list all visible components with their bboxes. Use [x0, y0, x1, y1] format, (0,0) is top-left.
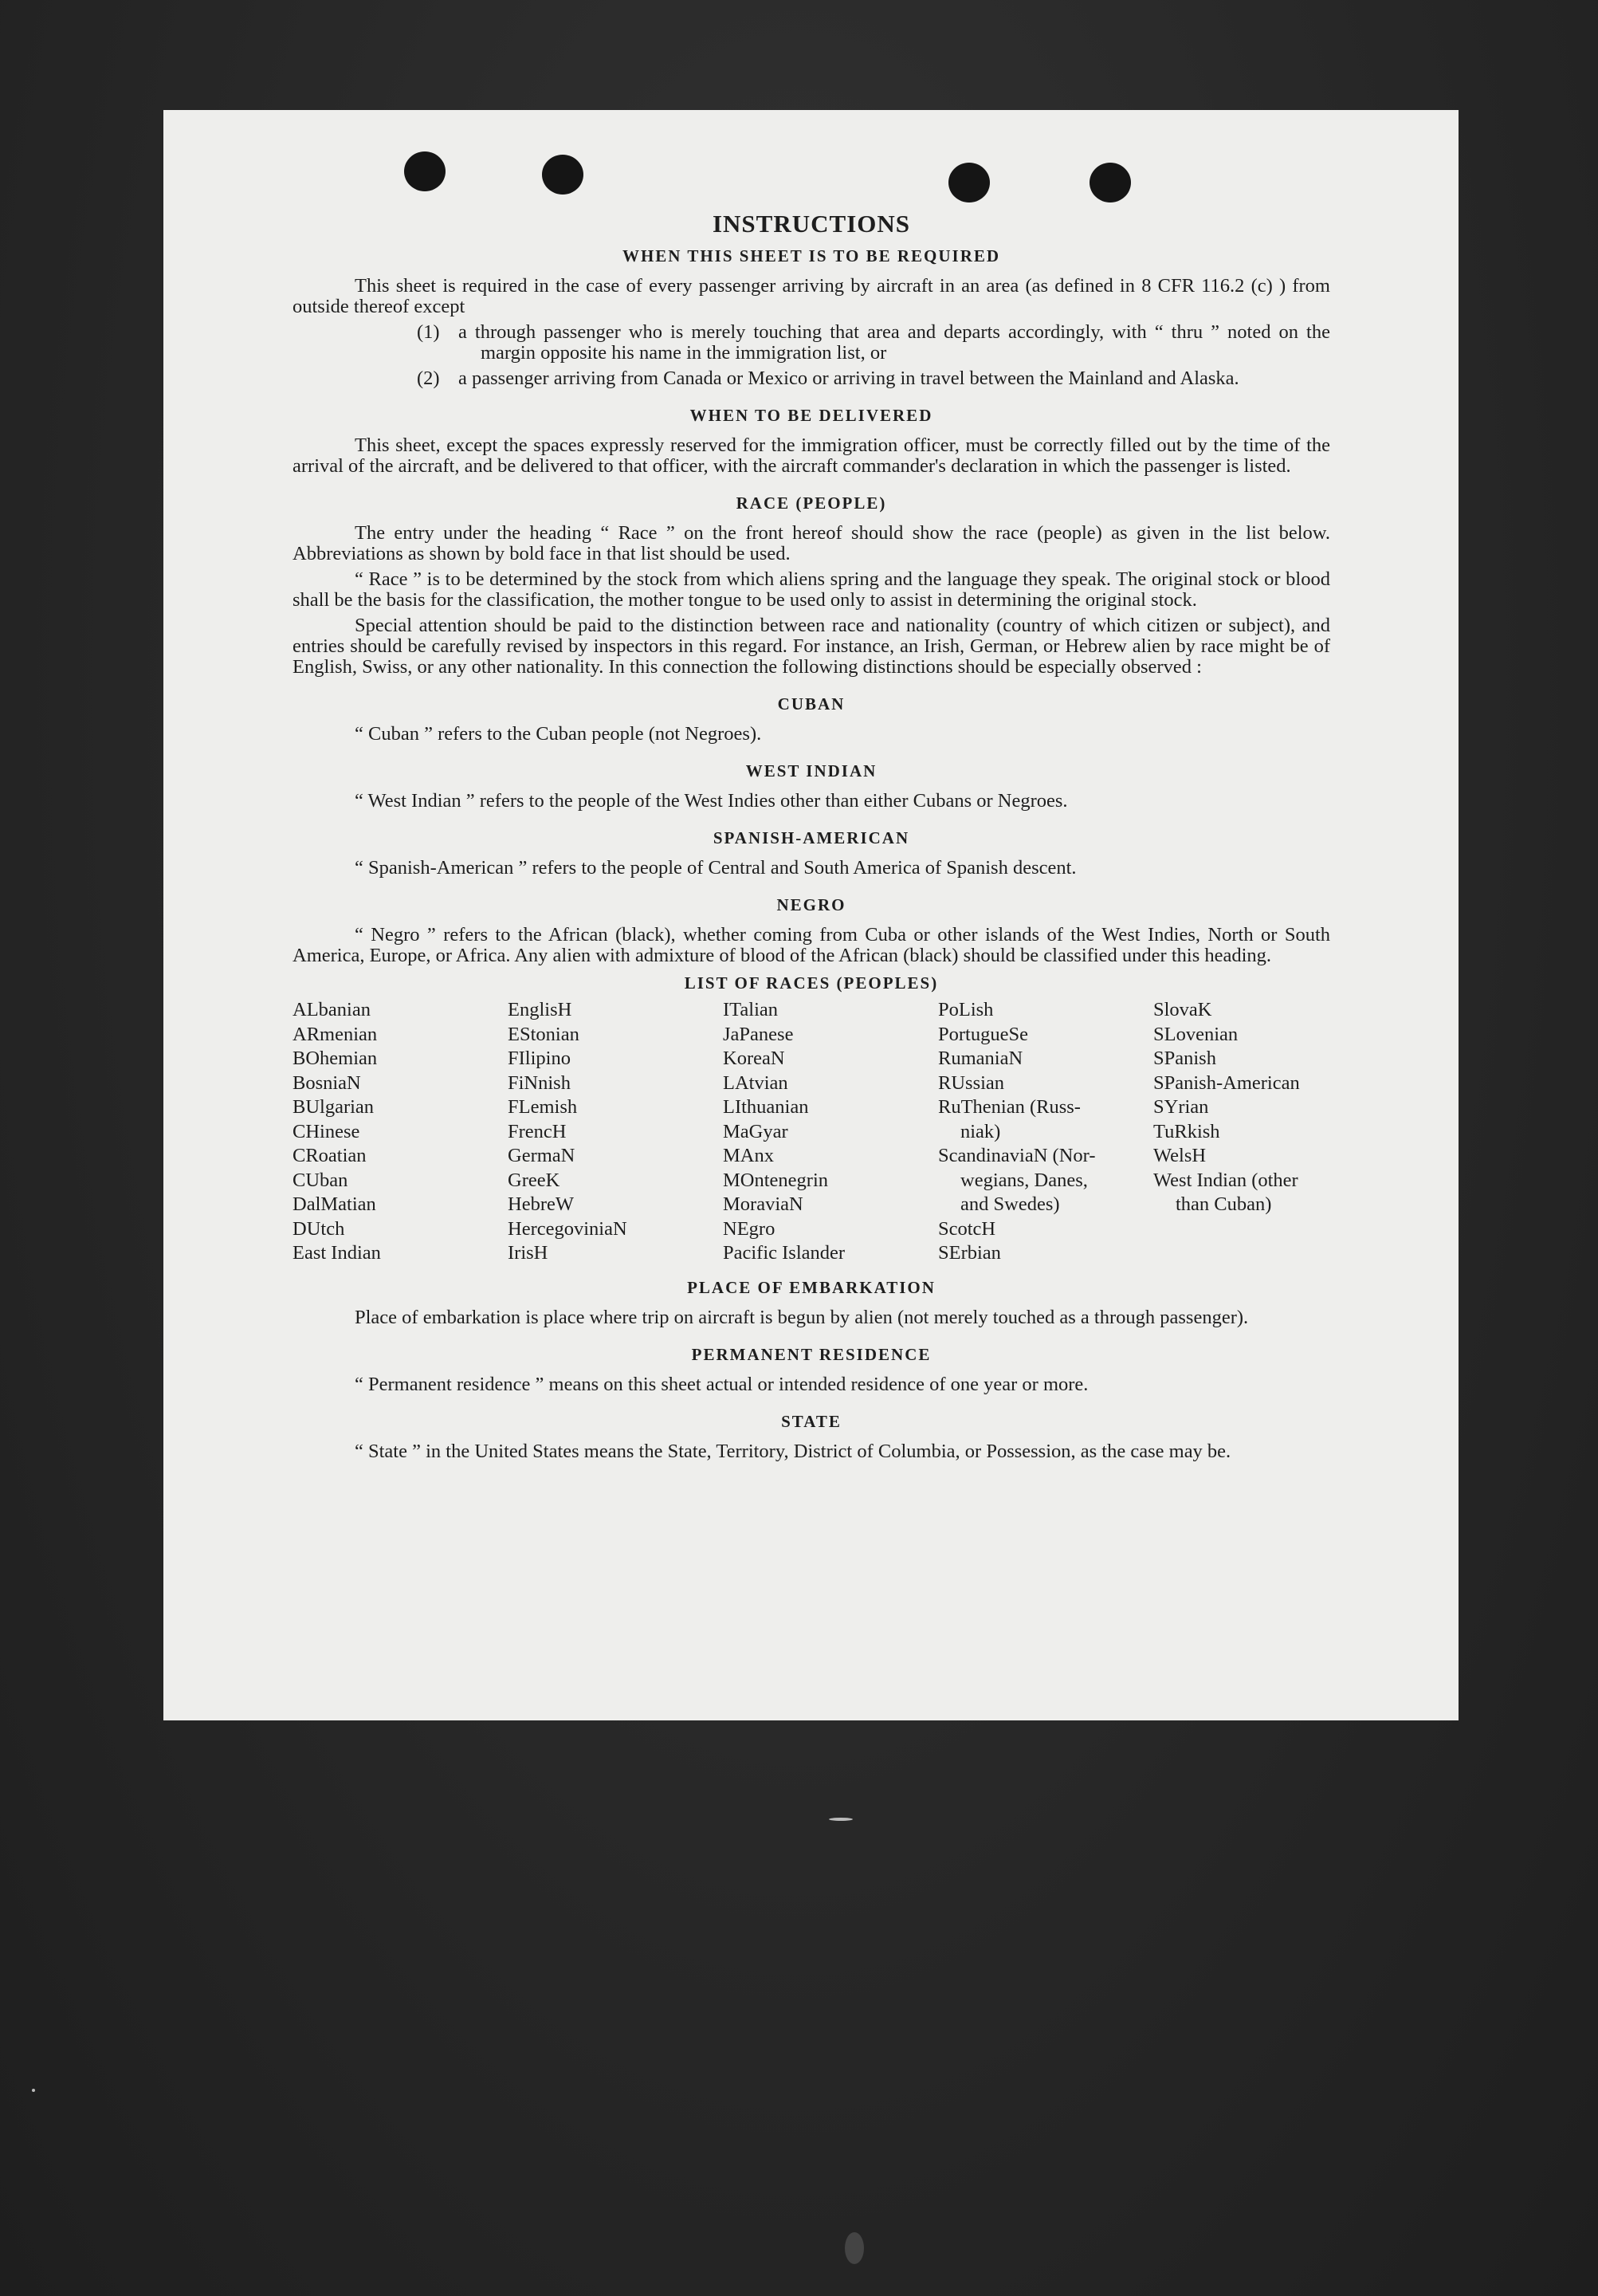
race-entry: EnglisH — [508, 999, 572, 1020]
race-entry: ALbanian — [293, 999, 371, 1020]
race-entry: GermaN — [508, 1145, 575, 1166]
section-heading-state: STATE — [781, 1411, 842, 1431]
section-heading-list-of-races: LIST OF RACES (PEOPLES) — [684, 973, 939, 993]
section-heading-spanish-american: SPANISH-AMERICAN — [713, 828, 910, 847]
race-entry: FrencH — [508, 1120, 567, 1142]
race-entry: ScotcH — [938, 1217, 996, 1240]
races-list — [293, 998, 1330, 1266]
paragraph-when-required: This sheet is required in the case of every passenger arriving by aircraft in an area (as defined in 8 CFR 116.2 (c) ) from outside thereof except — [293, 275, 1330, 317]
race-entry: EStonian — [508, 1023, 579, 1045]
punch-hole — [1090, 163, 1131, 202]
race-entry: MOntenegrin — [723, 1169, 828, 1191]
races-column — [1153, 998, 1330, 1266]
race-entry: East Indian — [293, 1242, 381, 1264]
scan-glare — [845, 2232, 864, 2264]
race-entry: FLemish — [508, 1096, 578, 1118]
item-number: (2) — [417, 368, 440, 389]
race-entry: BUlgarian — [293, 1096, 375, 1118]
punch-hole — [542, 155, 583, 195]
section-heading-west-indian: WEST INDIAN — [745, 761, 878, 780]
section-heading-embarkation: PLACE OF EMBARKATION — [687, 1277, 936, 1297]
race-entry: HebreW — [508, 1193, 574, 1215]
race-entry: ScandinaviaN (Nor- — [938, 1145, 1096, 1166]
exception-item — [417, 322, 1330, 364]
item-text: a through passenger who is merely touching that area and departs accordingly, with “ thru ” noted on the margin opposite his name in the immigration list, or — [458, 321, 1330, 364]
race-entry: ARmenian — [293, 1023, 378, 1045]
race-entry: PortugueSe — [938, 1023, 1028, 1045]
race-entry: FIlipino — [508, 1048, 571, 1069]
race-entry-continued: and Swedes) — [960, 1193, 1060, 1215]
scan-margin-bottom — [0, 1722, 1598, 2296]
race-entry: DUtch — [293, 1217, 345, 1240]
paragraph-embarkation: Place of embarkation is place where trip on aircraft is begun by alien (not merely touched as a through passenger). — [355, 1306, 1249, 1328]
paragraph-race-2: “ Race ” is to be determined by the stock from which aliens spring and the language they speak. The original stock or blood shall be the basis for the classification, the mother tongue to be used only to assist in determining the original stock. — [293, 568, 1330, 611]
race-entry: LAtvian — [723, 1071, 788, 1094]
paragraph-when-delivered: This sheet, except the spaces expressly reserved for the immigration officer, must be correctly filled out by the time of the arrival of the aircraft, and be delivered to that officer, with the aircraft commander's declaration in which the passenger is listed. — [293, 434, 1330, 477]
race-entry: SErbian — [938, 1242, 1001, 1264]
races-column — [938, 998, 1153, 1266]
race-entry: MoraviaN — [723, 1193, 803, 1215]
section-heading-when-required: WHEN THIS SHEET IS TO BE REQUIRED — [622, 246, 1001, 265]
page-title: INSTRUCTIONS — [712, 210, 910, 238]
race-entry: TuRkish — [1153, 1120, 1220, 1142]
races-column — [723, 998, 938, 1266]
race-entry: SPanish — [1153, 1048, 1216, 1069]
race-entry: Pacific Islander — [723, 1242, 846, 1264]
races-column — [508, 998, 723, 1266]
race-entry: West Indian (other — [1153, 1169, 1298, 1191]
race-entry-continued: wegians, Danes, — [960, 1169, 1088, 1191]
item-number: (1) — [417, 321, 440, 343]
race-entry: BosniaN — [293, 1071, 361, 1094]
race-entry: SlovaK — [1153, 999, 1212, 1020]
paragraph-cuban: “ Cuban ” refers to the Cuban people (not Negroes). — [355, 723, 762, 745]
section-heading-residence: PERMANENT RESIDENCE — [691, 1344, 932, 1364]
race-entry: RumaniaN — [938, 1048, 1023, 1069]
paragraph-west-indian: “ West Indian ” refers to the people of the West Indies other than either Cubans or Negroes. — [355, 790, 1068, 812]
race-entry: HercegoviniaN — [508, 1217, 627, 1240]
race-entry: KoreaN — [723, 1048, 785, 1069]
race-entry: GreeK — [508, 1169, 560, 1191]
section-heading-race: RACE (PEOPLE) — [736, 493, 887, 513]
race-entry: SPanish-American — [1153, 1071, 1300, 1094]
race-entry: RuThenian (Russ- — [938, 1096, 1081, 1118]
exception-item — [417, 368, 1330, 389]
race-entry: SLovenian — [1153, 1023, 1239, 1045]
race-entry: MaGyar — [723, 1120, 788, 1142]
paragraph-spanish-american: “ Spanish-American ” refers to the people of Central and South America of Spanish descent. — [355, 857, 1077, 879]
race-entry: PoLish — [938, 999, 994, 1020]
race-entry: FiNnish — [508, 1071, 571, 1094]
race-entry-continued: than Cuban) — [1176, 1193, 1272, 1215]
instructions-content — [293, 210, 1330, 1467]
race-entry: DalMatian — [293, 1193, 376, 1215]
race-entry: SYrian — [1153, 1096, 1209, 1118]
paragraph-negro: “ Negro ” refers to the African (black), whether coming from Cuba or other islands of the West Indies, North or South America, Europe, or Africa. Any alien with admixture of blood of the African (black) should be classified under this heading. — [293, 924, 1330, 966]
item-text: a passenger arriving from Canada or Mexico or arriving in travel between the Mainland and Alaska. — [458, 368, 1239, 389]
race-entry: RUssian — [938, 1071, 1005, 1094]
race-entry: CUban — [293, 1169, 348, 1191]
races-column — [293, 998, 508, 1266]
paragraph-race-3: Special attention should be paid to the distinction between race and nationality (country of which citizen or subject), and entries should be carefully revised by inspectors in this regard. For instance, an Irish, German, or Hebrew alien by race might be of English, Swiss, or any other nationality. In this connection the following distinctions should be especially observed : — [293, 615, 1330, 678]
race-entry: NEgro — [723, 1217, 775, 1240]
race-entry: CRoatian — [293, 1145, 367, 1166]
section-heading-cuban: CUBAN — [777, 694, 846, 714]
race-entry: ITalian — [723, 999, 779, 1020]
race-entry: JaPanese — [723, 1023, 794, 1045]
punch-hole — [948, 163, 990, 202]
scan-speck — [32, 2089, 35, 2092]
paragraph-race-1: The entry under the heading “ Race ” on the front hereof should show the race (people) as given in the list below. Abbreviations as shown by bold face in that list should be used. — [293, 522, 1330, 564]
punch-hole — [404, 151, 446, 191]
race-entry: LIthuanian — [723, 1096, 809, 1118]
race-entry: MAnx — [723, 1145, 774, 1166]
paragraph-residence: “ Permanent residence ” means on this sheet actual or intended residence of one year or more. — [355, 1373, 1089, 1395]
race-entry: BOhemian — [293, 1048, 378, 1069]
race-entry: IrisH — [508, 1242, 548, 1264]
race-entry: CHinese — [293, 1120, 360, 1142]
race-entry: WelsH — [1153, 1145, 1207, 1166]
paragraph-state: “ State ” in the United States means the State, Territory, District of Columbia, or Possession, as the case may be. — [355, 1440, 1231, 1462]
scan-speck — [829, 1818, 853, 1821]
document-sheet — [163, 110, 1459, 1720]
section-heading-negro: NEGRO — [776, 895, 846, 914]
race-entry-continued: niak) — [960, 1120, 1001, 1142]
section-heading-when-delivered: WHEN TO BE DELIVERED — [689, 406, 933, 425]
